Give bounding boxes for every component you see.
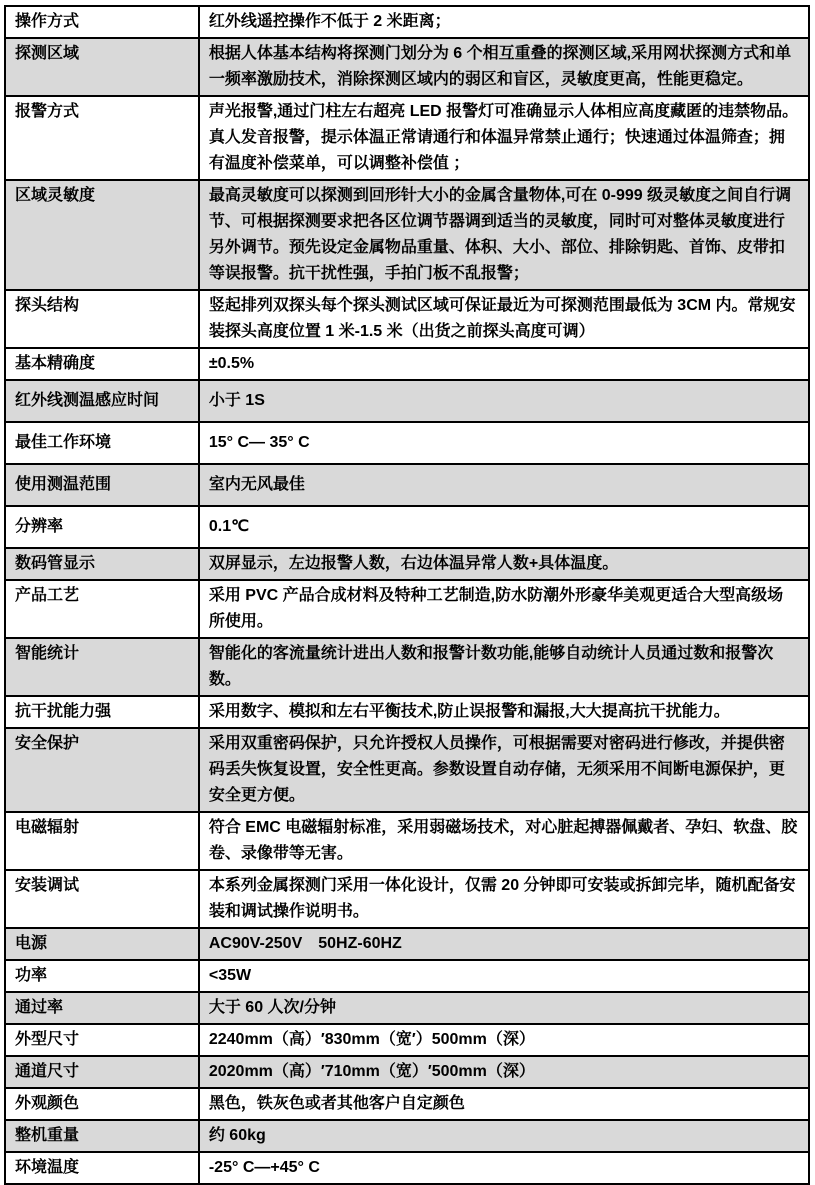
spec-label-cell: 通道尺寸 (5, 1056, 199, 1088)
spec-label-cell: 功率 (5, 960, 199, 992)
table-row (5, 548, 809, 580)
spec-value-cell: ±0.5% (199, 348, 809, 380)
spec-value-cell: 室内无风最佳 (199, 464, 809, 506)
spec-label-cell: 报警方式 (5, 96, 199, 180)
spec-value-cell: 符合 EMC 电磁辐射标准，采用弱磁场技术，对心脏起搏器佩戴者、孕妇、软盘、胶卷、录像带等无害。 (199, 812, 809, 870)
table-row (5, 1056, 809, 1088)
table-row (5, 6, 809, 38)
table-row (5, 38, 809, 96)
spec-value-cell: 2240mm（高）′830mm（宽′）500mm（深） (199, 1024, 809, 1056)
spec-label-cell: 使用测温范围 (5, 464, 199, 506)
spec-value-cell: 最高灵敏度可以探测到回形针大小的金属含量物体,可在 0-999 级灵敏度之间自行调节、可根据探测要求把各区位调节器调到适当的灵敏度，同时可对整体灵敏度进行另外调节。预先设定金属物品重量、体积、大小、部位、排除钥匙、首饰、皮带扣等误报警。抗干扰性强，手拍门板不乱报警； (199, 180, 809, 290)
table-row (5, 348, 809, 380)
spec-table-body (5, 6, 809, 1184)
spec-label-cell: 整机重量 (5, 1120, 199, 1152)
spec-label-cell: 抗干扰能力强 (5, 696, 199, 728)
spec-value-cell: 采用双重密码保护，只允许授权人员操作，可根据需要对密码进行修改，并提供密码丢失恢复设置，安全性更高。参数设置自动存储，无须采用不间断电源保护，更安全更方便。 (199, 728, 809, 812)
table-row (5, 1152, 809, 1184)
table-row (5, 960, 809, 992)
spec-label-cell: 通过率 (5, 992, 199, 1024)
spec-value-cell: 采用 PVC 产品合成材料及特种工艺制造,防水防潮外形豪华美观更适合大型高级场所使用。 (199, 580, 809, 638)
spec-label-cell: 外观颜色 (5, 1088, 199, 1120)
table-row (5, 812, 809, 870)
spec-value-cell: <35W (199, 960, 809, 992)
spec-label-cell: 数码管显示 (5, 548, 199, 580)
spec-label-cell: 外型尺寸 (5, 1024, 199, 1056)
spec-label-cell: 安全保护 (5, 728, 199, 812)
spec-label-cell: 产品工艺 (5, 580, 199, 638)
table-row (5, 290, 809, 348)
spec-value-cell: 红外线遥控操作不低于 2 米距离； (199, 6, 809, 38)
table-row (5, 422, 809, 464)
spec-value-cell: 声光报警,通过门柱左右超亮 LED 报警灯可准确显示人体相应高度藏匿的违禁物品。真人发音报警，提示体温正常请通行和体温异常禁止通行；快速通过体温筛查；拥有温度补偿菜单，可以调整补偿值 ； (199, 96, 809, 180)
table-row (5, 696, 809, 728)
spec-value-cell: -25° C—+45° C (199, 1152, 809, 1184)
spec-label-cell: 红外线测温感应时间 (5, 380, 199, 422)
spec-value-cell: 竖起排列双探头每个探头测试区域可保证最近为可探测范围最低为 3CM 内。常规安装探头高度位置 1 米-1.5 米（出货之前探头高度可调） (199, 290, 809, 348)
spec-value-cell: 0.1℃ (199, 506, 809, 548)
spec-table (4, 5, 810, 1185)
spec-label-cell: 电磁辐射 (5, 812, 199, 870)
spec-label-cell: 安装调试 (5, 870, 199, 928)
table-row (5, 180, 809, 290)
spec-value-cell: 大于 60 人次/分钟 (199, 992, 809, 1024)
table-row (5, 1024, 809, 1056)
spec-label-cell: 探测区域 (5, 38, 199, 96)
table-row (5, 870, 809, 928)
table-row (5, 1088, 809, 1120)
spec-value-cell: AC90V-250V 50HZ-60HZ (199, 928, 809, 960)
table-row (5, 1120, 809, 1152)
spec-value-cell: 智能化的客流量统计进出人数和报警计数功能,能够自动统计人员通过数和报警次数。 (199, 638, 809, 696)
spec-value-cell: 小于 1S (199, 380, 809, 422)
spec-label-cell: 操作方式 (5, 6, 199, 38)
spec-value-cell: 采用数字、模拟和左右平衡技术,防止误报警和漏报,大大提高抗干扰能力。 (199, 696, 809, 728)
spec-label-cell: 探头结构 (5, 290, 199, 348)
table-row (5, 638, 809, 696)
spec-value-cell: 约 60kg (199, 1120, 809, 1152)
spec-label-cell: 智能统计 (5, 638, 199, 696)
spec-value-cell: 本系列金属探测门采用一体化设计，仅需 20 分钟即可安装或拆卸完毕，随机配备安装和调试操作说明书。 (199, 870, 809, 928)
spec-label-cell: 最佳工作环境 (5, 422, 199, 464)
table-row (5, 506, 809, 548)
table-row (5, 992, 809, 1024)
spec-label-cell: 分辨率 (5, 506, 199, 548)
spec-value-cell: 2020mm（高）′710mm（宽）′500mm（深） (199, 1056, 809, 1088)
spec-value-cell: 黑色，铁灰色或者其他客户自定颜色 (199, 1088, 809, 1120)
table-row (5, 96, 809, 180)
spec-label-cell: 区域灵敏度 (5, 180, 199, 290)
spec-value-cell: 根据人体基本结构将探测门划分为 6 个相互重叠的探测区域,采用网状探测方式和单一频率激励技术，消除探测区域内的弱区和盲区，灵敏度更高，性能更稳定。 (199, 38, 809, 96)
spec-value-cell: 双屏显示，左边报警人数，右边体温异常人数+具体温度。 (199, 548, 809, 580)
spec-value-cell: 15° C— 35° C (199, 422, 809, 464)
spec-label-cell: 环境温度 (5, 1152, 199, 1184)
table-row (5, 580, 809, 638)
table-row (5, 928, 809, 960)
table-row (5, 728, 809, 812)
table-row (5, 464, 809, 506)
spec-label-cell: 基本精确度 (5, 348, 199, 380)
spec-label-cell: 电源 (5, 928, 199, 960)
table-row (5, 380, 809, 422)
